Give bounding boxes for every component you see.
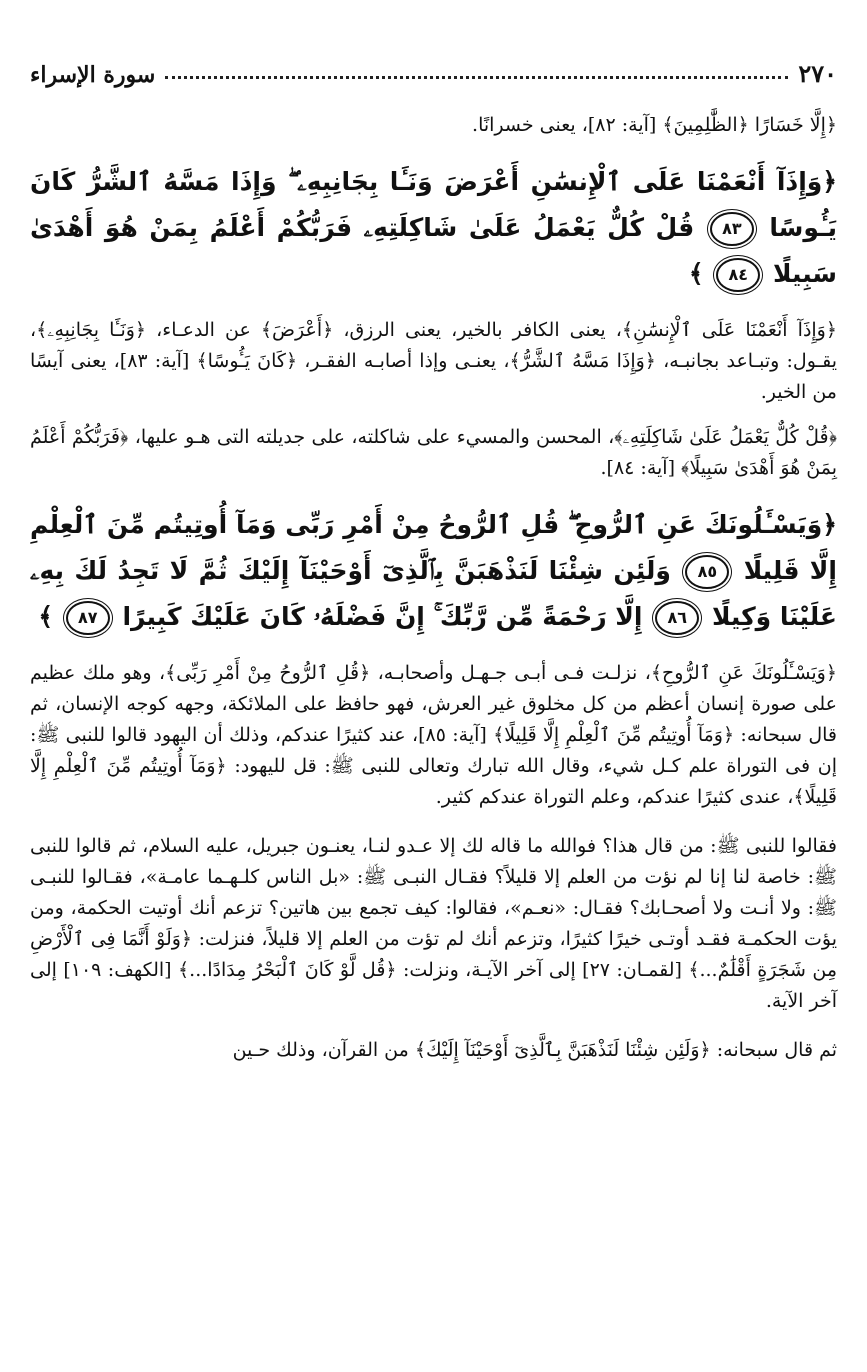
- ayah-number-marker: ٨٤: [716, 258, 760, 292]
- verse-text: ﴿وَإِذَآ أَنْعَمْنَا عَلَى ٱلْإِنسَٰنِ أَعْرَضَ وَنَـَٔا بِجَانِبِهِۦ ۖ وَإِذَا مَسَّهُ ٱلشَّرُّ كَانَ يَـُٔوسًا: [30, 167, 837, 242]
- verse-close-bracket: ﴾: [688, 259, 704, 288]
- ayah-number-marker: ٨٧: [66, 601, 110, 635]
- commentary-paragraph: ﴿إِلَّا خَسَارًا ﴿الظَّٰلِمِينَ﴾ [آية: ٨٢]، يعنى خسرانًا.: [472, 114, 837, 136]
- commentary-paragraph: ﴿قُلْ كُلٌّ يَعْمَلُ عَلَىٰ شَاكِلَتِهِۦ﴾، المحسن والمسيء على شاكلته، على جديلته التى هـو عليها، ﴿فَرَبُّكُمْ أَعْلَمُ بِمَنْ هُوَ أَهْدَىٰ سَبِيلًا﴾ [آية: ٨٤].: [30, 426, 837, 479]
- quran-verse-block: [30, 159, 837, 297]
- surah-title: سورة الإسراء: [30, 62, 156, 88]
- commentary-paragraph: ﴿وَإِذَآ أَنْعَمْنَا عَلَى ٱلْإِنسَٰنِ﴾، يعنى الكافر بالخير، يعنى الرزق، ﴿أَعْرَضَ﴾ عن الدعـاء، ﴿وَنَـَٔا بِجَانِبِهِۦ﴾، يقـول: وتبـاعد بجانبـه، ﴿وَإِذَا مَسَّهُ ٱلشَّرُّ﴾، يعنـى وإذا أصابـه الفقـر، ﴿كَانَ يَـُٔوسًا﴾ [آية: ٨٣]، يعنى آيسًا من الخير.: [30, 319, 837, 403]
- verse-close-bracket: ﴾: [38, 602, 53, 631]
- commentary-paragraph: فقالوا للنبى ﷺ: من قال هذا؟ فوالله ما قاله لك إلا عـدو لنـا، يعنـون جبريل، عليه السلام، ثم قالوا للنبى ﷺ: خاصة لنا إنا لم نؤت من العلم إلا قليلاً؟ فقـال النبـى ﷺ: «بل الناس كلـهـما عامـة»، فقـالوا للنبـى ﷺ: ولا أنـت ولا أصحـابك؟ فقـال: «نعـم»، فقالوا: كيف تجمع بين هاتين؟ تزعم أنك أوتيت الحكمة، ومن يؤت الحكمـة فقـد أوتـى خيرًا كثيرًا، وتزعم أنك لم تؤت من العلم إلا قليلاً، فنزلت: ﴿وَلَوْ أَنَّمَا فِى ٱلْأَرْضِ مِن شَجَرَةٍ أَقْلَٰمٌ...﴾ [لقمـان: ٢٧] إلى آخر الآيـة، ونزلت: ﴿قُل لَّوْ كَانَ ٱلْبَحْرُ مِدَادًا...﴾ [الكهف: ١٠٩] إلى آخر الآية.: [30, 835, 837, 1012]
- page: [30, 48, 837, 1066]
- ayah-number-marker: ٨٣: [710, 212, 754, 246]
- verse-text: ﴿وَيَسْـَٔلُونَكَ عَنِ ٱلرُّوحِ ۖ قُلِ ٱلرُّوحُ مِنْ أَمْرِ رَبِّى وَمَآ أُوتِيتُم مِّنَ ٱلْعِلْمِ إِلَّا قَلِيلًا: [30, 510, 837, 585]
- ayah-number-marker: ٨٦: [655, 601, 699, 635]
- ayah-number-marker: ٨٥: [685, 555, 729, 589]
- page-number: ٢٧٠: [798, 59, 837, 88]
- verse-text: وَلَئِن شِئْنَا لَنَذْهَبَنَّ بِٱلَّذِىٓ أَوْحَيْنَآ إِلَيْكَ ثُمَّ لَا تَجِدُ لَكَ بِهِۦ عَلَيْنَا وَكِيلًا: [30, 556, 837, 631]
- running-header: [30, 48, 837, 88]
- verse-text: إِلَّا رَحْمَةً مِّن رَّبِّكَ ۚ إِنَّ فَضْلَهُۥ كَانَ عَلَيْكَ كَبِيرًا: [122, 602, 643, 631]
- quran-verse-block: [30, 502, 837, 640]
- verse-text: قُلْ كُلٌّ يَعْمَلُ عَلَىٰ شَاكِلَتِهِۦ فَرَبُّكُمْ أَعْلَمُ بِمَنْ هُوَ أَهْدَىٰ سَبِيلًا: [30, 213, 837, 288]
- commentary-paragraph: ثم قال سبحانه: ﴿وَلَئِن شِئْنَا لَنَذْهَبَنَّ بِٱلَّذِىٓ أَوْحَيْنَآ إِلَيْكَ﴾ من القرآن، وذلك حـين: [232, 1039, 837, 1061]
- commentary-paragraph: ﴿وَيَسْـَٔلُونَكَ عَنِ ٱلرُّوحِ﴾، نزلـت فـى أبـى جـهـل وأصحابـه، ﴿قُلِ ٱلرُّوحُ مِنْ أَمْرِ رَبِّى﴾، وهو ملك عظيم على صورة إنسان أعظم من كل مخلوق غير العرش، فهو حافظ على الملائكة، وجهه كوجه الإنسان، ثم قال سبحانه: ﴿وَمَآ أُوتِيتُم مِّنَ ٱلْعِلْمِ إِلَّا قَلِيلًا﴾ [آية: ٨٥]، عند كثيرًا عندكم، وذلك أن اليهود قالوا للنبى ﷺ: إن فى التوراة علم كـل شيء، وقال الله تبارك وتعالى للنبى ﷺ: قل لليهود: ﴿وَمَآ أُوتِيتُم مِّنَ ٱلْعِلْمِ إِلَّا قَلِيلًا﴾، عندى كثيرًا عندكم، وعلم التوراة عندكم كثير.: [30, 662, 837, 808]
- header-dot-leader: [165, 76, 788, 79]
